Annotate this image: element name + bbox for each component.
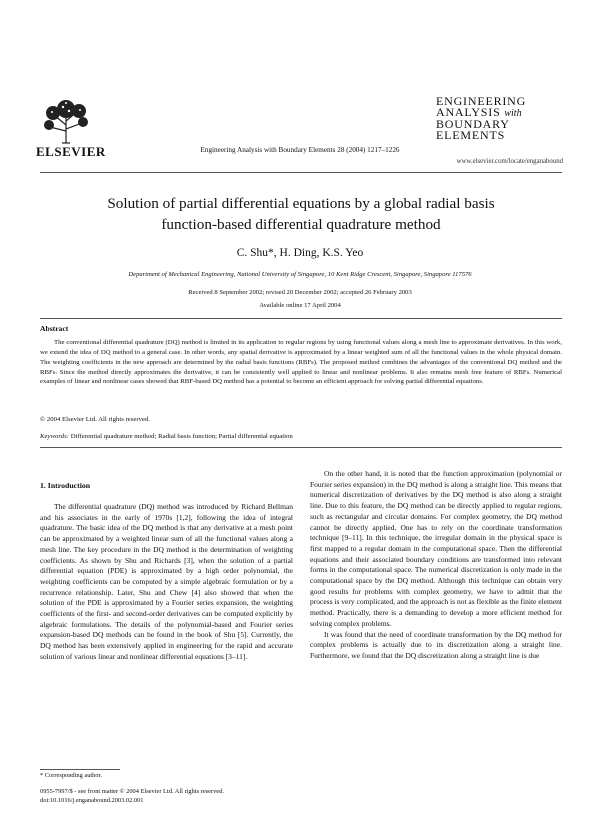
right-column [310, 469, 562, 662]
section-heading: 1. Introduction [40, 481, 91, 490]
doi-line[interactable]: doi:10.1016/j.enganabound.2003.02.001 [40, 797, 144, 804]
journal-logo-line-4: ELEMENTS [436, 128, 506, 142]
article-dates: Received 8 September 2002; revised 20 December 2002; accepted 26 February 2003 [188, 289, 412, 296]
keywords [40, 433, 293, 440]
journal-logo-line-2: ANALYSIS with [436, 105, 522, 119]
journal-logo-line-3: BOUNDARY [436, 117, 510, 131]
abstract-heading: Abstract [40, 324, 69, 333]
intro-paragraph-3: It was found that the need of coordinate transformation by the DQ method for complex problems is actually due to its discretization along a straight line. Furthermore, we found that the DQ discretization along a straight line is due [310, 629, 562, 660]
intro-paragraph-1: The differential quadrature (DQ) method was introduced by Richard Bellman and his associates in the early of 1970s [1,2], following the idea of integral quadrature. The basic idea of the DQ method is that any derivative at a mesh point can be approximated by a weighted linear sum of all the functional values along a mesh line. The key procedure in the DQ method is the determination of weighting coefficients. As shown by Shu and Richards [3], when the solution of a partial differential equation (PDE) is approximated by a high order polynomial, the weighting coefficients can be computed by a simple algebraic formulation or by a recurrence relationship. Later, Shu and Chew [4] also showed that when the solution of the PDE is approximated by a Fourier series expansion, the weighting coefficients of the first- and second-order derivatives can be computed explicitly by algebraic formulations. The details of the polynomial-based and Fourier series expansion-based DQ methods can be found in the book of Shu [5]. Currently, the DQ method has been extensively applied in engineering for the rapid and accurate solution of various linear and nonlinear differential equations [3–11]. [40, 502, 293, 661]
author-affiliation: Department of Mechanical Engineering, National University of Singapore, 10 Kent Ridge Crescent, Singapore, Singapore 117576 [128, 271, 472, 278]
issn-line: 0955-7997/$ - see front matter © 2004 Elsevier Ltd. All rights reserved. [40, 788, 224, 795]
corresponding-author-note: * Corresponding author. [40, 772, 102, 779]
abstract-copyright: © 2004 Elsevier Ltd. All rights reserved. [40, 416, 151, 423]
footnote-divider [40, 769, 120, 770]
title-divider [40, 318, 562, 319]
article-title: Solution of partial differential equations by a global radial basis function-based differential quadrature method [107, 195, 495, 233]
abstract-divider [40, 447, 562, 448]
left-column [40, 502, 293, 663]
abstract-text: The conventional differential quadrature (DQ) method is limited in its application to regular regions by using functional values along a mesh line to approximate derivatives. In this work, we extend the idea of DQ method to a general case. In other words, any spatial derivative is approximated by a linear weighted sum of all the functional values in the whole physical domain. The weighting coefficients in the new approach are determined by the radial basis functions (RBFs). The proposed method combines the advantages of the conventional DQ method and the RBFs. Since the method directly approximates the derivative, it can be consistently well applied to linear and nonlinear problems. It also remains mesh free feature of RBFs. Numerical examples of linear and nonlinear cases showed that RBF-based DQ method has a potential to become an efficient approach for solving partial differential equations. [40, 339, 562, 386]
header-divider [40, 172, 562, 173]
journal-citation: Engineering Analysis with Boundary Elements 28 (2004) 1217–1226 [200, 146, 400, 154]
keywords-label: Keywords: [40, 433, 69, 440]
journal-url-link[interactable]: www.elsevier.com/locate/enganabound [456, 158, 563, 165]
journal-logo-line-1: ENGINEERING [436, 94, 527, 108]
keywords-list: Differential quadrature method; Radial basis function; Partial differential equation [70, 433, 293, 440]
front-matter [40, 787, 224, 805]
online-date: Available online 17 April 2004 [259, 302, 341, 309]
article-authors: C. Shu*, H. Ding, K.S. Yeo [236, 247, 364, 259]
journal-logo [436, 96, 566, 141]
publisher-name: ELSEVIER [36, 144, 106, 159]
intro-paragraph-2: On the other hand, it is noted that the function approximation (polynomial or Fourier series expansion) in the DQ method is along a straight line. This means that numerical discretization of derivatives by the DQ method is also along a straight line. Due to this feature, the DQ method can be directly applied to regular regions, such as rectangular and circular domains. For complex geometry, the DQ method cannot be directly applied. One has to rely on the coordinate transformation technique [9–11]. In this technique, the irregular domain in the physical space is first mapped to a regular domain in the computational space. Then the differential equations and their associated boundary conditions are transformed into relevant forms in the computational space. The numerical discretization is only made in the computational space by the DQ method. Although this technique can obtain very good results for problems with complex geometry, we have to admit that the process is very complicated, and the approach is not as flexible as the finite element method. Practically, there is a demanding to develop a more efficient method for solving complex problems. [310, 469, 562, 628]
